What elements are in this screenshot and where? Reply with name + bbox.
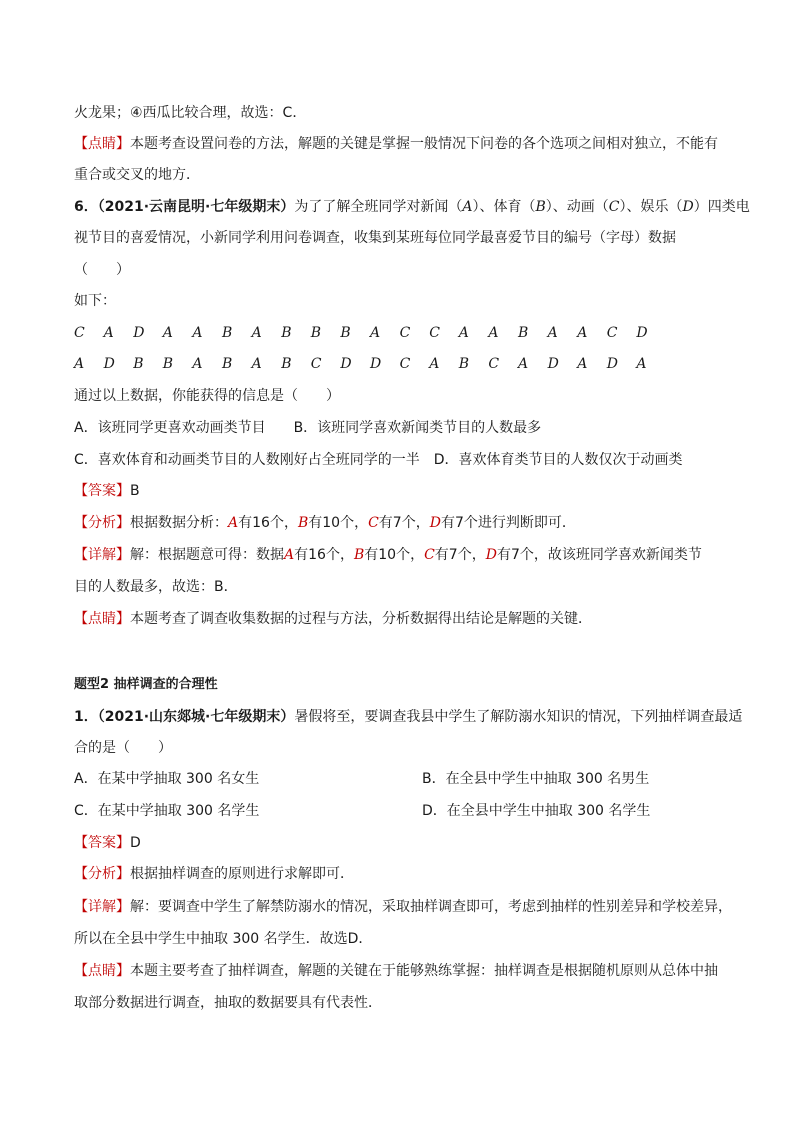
analysis-tag: 【分析】 [74,515,130,531]
detail-line-2: 目的人数最多，故选：B． [74,579,238,595]
data-letter: C [74,325,85,341]
dianjing-line-2: 取部分数据进行调查，抽取的数据要具有代表性． [74,995,382,1011]
analysis-line: 【分析】根据抽样调查的原则进行求解即可． [74,866,354,882]
data-letter: A [577,325,588,341]
text-line: 火龙果；④西瓜比较合理，故选：C． [74,105,307,121]
data-letter: A [547,325,558,341]
data-letter: A [251,356,262,372]
option-d: D．喜欢体育类节目的人数仅次于动画类 [433,452,683,468]
data-letter: B [518,325,529,341]
data-letter: C [310,356,322,372]
detail-line-1: 【详解】解：根据题意可得：数据A有16个，B有10个，C有7个，D有7个，故该班同学喜欢新闻类节 [74,547,702,563]
data-letter: A [370,325,381,341]
question-1-line-2: 合的是（ ） [74,740,172,756]
dianjing-tag: 【点睛】 [74,611,130,627]
question-6-line-2: 视节目的喜爱情况，小新同学利用问卷调查，收集到某班每位同学最喜爱节目的编号（字母）数据 [74,230,676,246]
option-b: B．该班同学喜欢新闻类节目的人数最多 [293,420,542,436]
text-line: 如下： [74,293,116,309]
data-letter: A [103,325,114,341]
option-c: C．喜欢体育和动画类节目的人数刚好占全班同学的一半 [74,452,420,468]
analysis-line: 【分析】根据数据分析：A有16个，B有10个，C有7个，D有7个进行判断即可． [74,515,576,531]
data-letter: B [310,325,322,341]
answer-tag: 【答案】 [74,835,130,851]
question-source: （2021·云南昆明·七年级期末） [97,199,295,215]
data-letter: A [74,356,85,372]
option-a: A．该班同学更喜欢动画类节目 [74,420,266,436]
data-letter: A [192,356,203,372]
data-letter: A [429,356,440,372]
data-letter: C [488,356,500,372]
options-row-2 [74,450,683,470]
option-d: D．在全县中学生中抽取 300 名学生 [422,803,651,819]
option-a: A．在某中学抽取 300 名女生 [74,771,260,787]
question-6-line-1: 6．（2021·云南昆明·七年级期末）为了了解全班同学对新闻（A）、体育（B）、动画（C）、娱乐（D）四类电 [74,199,750,215]
data-letter: D [606,356,619,372]
dianjing-tag: 【点睛】 [74,136,130,152]
data-letter: D [133,325,145,341]
data-letter: C [429,325,440,341]
data-letter: B [162,356,174,372]
question-ask: 通过以上数据，你能获得的信息是（ ） [74,388,340,404]
dianjing-tag: 【点睛】 [74,963,130,979]
data-letter: C [606,325,618,341]
data-letter: A [636,356,647,372]
data-letter: A [488,325,499,341]
dianjing-line: 【点睛】本题考查了调查收集数据的过程与方法，分析数据得出结论是解题的关键． [74,611,592,627]
detail-tag: 【详解】 [74,547,130,563]
dianjing-line-1: 【点睛】本题主要考查了抽样调查，解题的关键在于能够熟练掌握：抽样调查是根据随机原则从总体中抽 [74,963,718,979]
options-row-1 [74,769,650,789]
data-letter: C [399,356,411,372]
data-letter: B [222,325,233,341]
detail-line-1: 【详解】解：要调查中学生了解禁防溺水的情况，采取抽样调查即可，考虑到抽样的性别差异和学校差异， [74,899,732,915]
data-letter: A [458,325,469,341]
data-letter: B [133,356,144,372]
text-line: 重合或交叉的地方． [74,167,200,183]
answer-line: 【答案】B [74,483,140,499]
detail-line-2: 所以在全县中学生中抽取 300 名学生．故选D． [74,931,373,947]
data-letter: A [162,325,173,341]
option-b: B．在全县中学生中抽取 300 名男生 [422,771,650,787]
answer-line: 【答案】D [74,835,141,851]
data-letter: B [340,325,351,341]
data-letter: B [222,356,233,372]
data-letter: A [518,356,529,372]
data-letter: B [458,356,470,372]
answer-tag: 【答案】 [74,483,130,499]
data-letter: D [547,356,559,372]
data-letter: A [577,356,588,372]
data-letter: A [251,325,262,341]
data-letter: A [192,325,203,341]
data-letter: C [399,325,411,341]
detail-tag: 【详解】 [74,899,130,915]
question-source: （2021·山东郯城·七年级期末） [97,709,295,725]
analysis-tag: 【分析】 [74,866,130,882]
dianjing-line: 【点睛】本题考查设置问卷的方法，解题的关键是掌握一般情况下问卷的各个选项之间相对独立，不能有 [74,136,718,152]
answer-paren: （ ） [74,262,130,278]
data-letter: D [370,356,382,372]
option-c: C．在某中学抽取 300 名学生 [74,803,260,819]
data-letter: D [636,325,648,341]
data-letter: D [103,356,115,372]
data-letter: B [281,356,292,372]
question-1-line-1: 1．（2021·山东郯城·七年级期末）暑假将至，要调查我县中学生了解防溺水知识的情况，下列抽样调查最适 [74,709,743,725]
options-row-1 [74,418,541,438]
data-letter: D [340,356,352,372]
options-row-2 [74,801,651,821]
section-title: 题型2 抽样调查的合理性 [74,677,218,692]
data-letter: B [281,325,292,341]
